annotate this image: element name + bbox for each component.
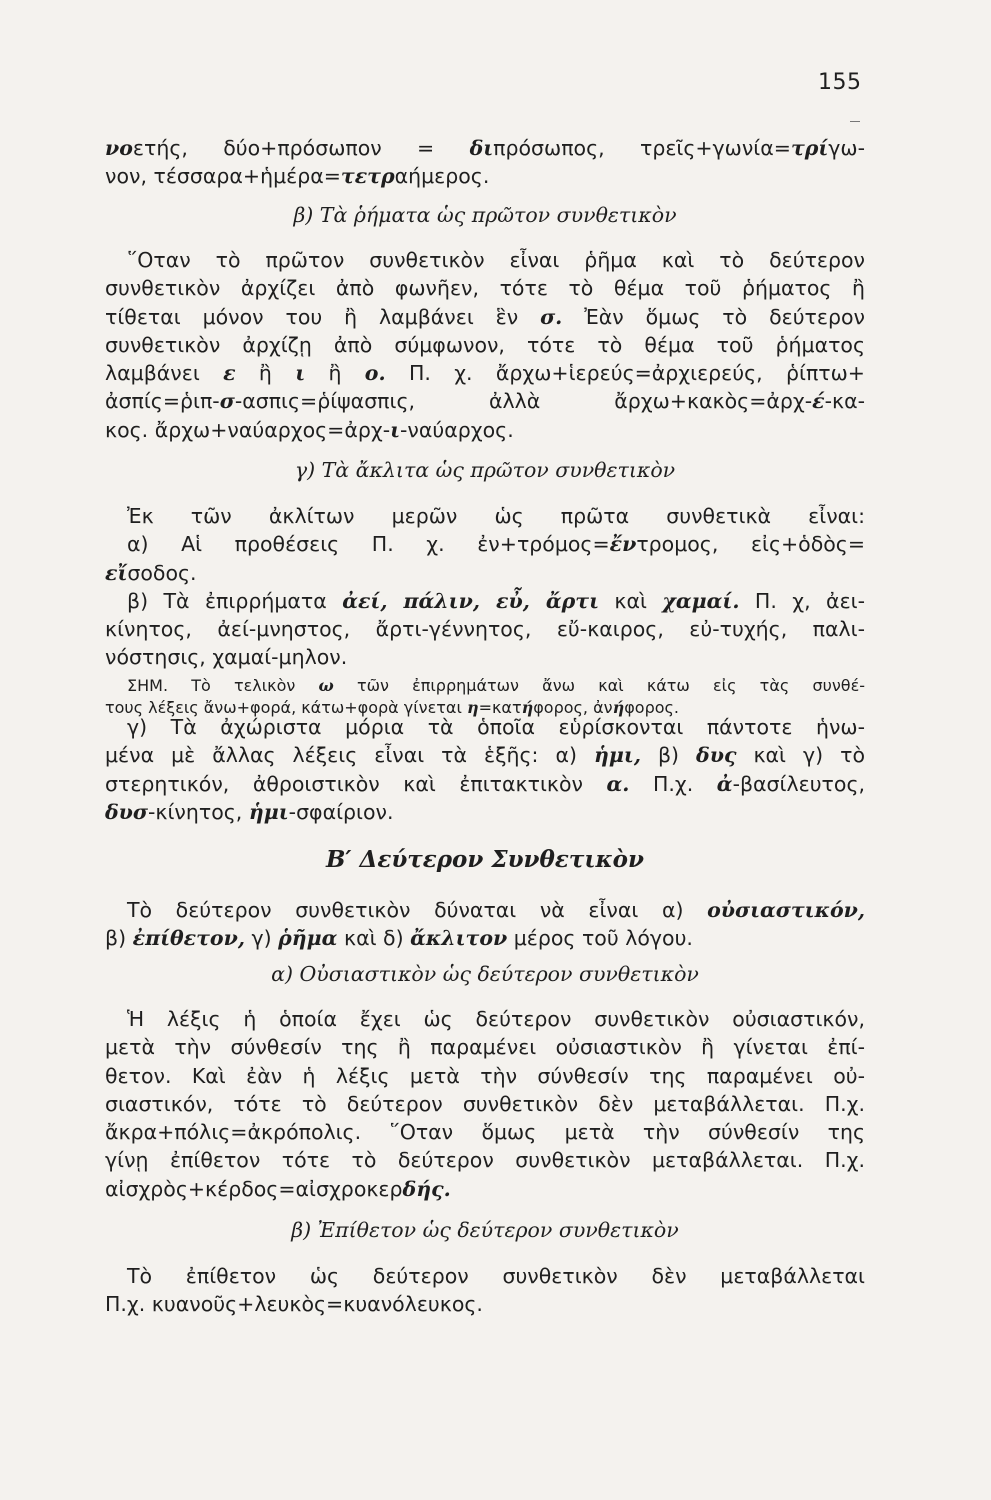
- text-segment: β): [640, 743, 697, 768]
- bold-italic-text: οὐσιαστικόν,: [707, 898, 865, 922]
- text-segment: κίνητος, ἀεί-μνηστος, ἄρτι-γέννητος, εὔ-καιρος, εὐ-τυχής, παλι-: [105, 617, 865, 642]
- bold-italic-text: εἴ: [105, 560, 128, 585]
- bold-italic-text: τρί: [790, 136, 829, 160]
- text-segment: -κίνητος,: [148, 799, 249, 824]
- text-line: [105, 1290, 865, 1318]
- paragraph-verbs: [105, 246, 865, 444]
- text-segment: -βασίλευτος,: [732, 771, 865, 796]
- bold-italic-text: ἐπίθετον,: [132, 926, 245, 951]
- bold-italic-text: χαμαί.: [662, 588, 740, 613]
- heading-noun-second: α) Οὐσιαστικὸν ὡς δεύτερον συνθετικὸν: [271, 962, 699, 986]
- bold-italic-text: δής.: [402, 1176, 451, 1201]
- text-segment: Τὸ δεύτερον συνθετικὸν δύναται νὰ εἶναι α): [127, 898, 708, 922]
- text-segment: σιαστικόν, τότε τὸ δεύτερον συνθετικὸν δὲν μεταβάλλεται. Π.χ.: [105, 1091, 865, 1116]
- bold-italic-text: νο: [105, 136, 133, 160]
- bold-italic-text: ι: [295, 361, 306, 386]
- text-line: [105, 530, 865, 558]
- text-segment: Ἡ λέξις ἡ ὁποία ἔχει ὡς δεύτερον συνθετικὸν οὐσιαστικόν,: [127, 1007, 865, 1031]
- paragraph-continued: [105, 134, 865, 191]
- text-line: [105, 924, 865, 952]
- text-line: [105, 502, 865, 530]
- heading-verbs-first: β) Τὰ ῥήματα ὡς πρῶτον συνθετικὸν: [293, 203, 677, 227]
- text-line: [105, 359, 865, 387]
- text-segment: τίθεται μόνον του ἢ λαμβάνει ἓν: [105, 304, 541, 329]
- text-segment: α) Αἱ προθέσεις Π. χ. ἐν+τρόμος=: [127, 532, 610, 557]
- text-segment: ἄκρα+πόλις=ἀκρόπολις. ῞Οταν ὅμως μετὰ τὴν σύνθεσίν της: [105, 1120, 865, 1145]
- text-line: [105, 713, 865, 741]
- text-segment: ΣΗΜ. Τὸ τελικὸν: [127, 676, 319, 695]
- text-segment: ἢ: [235, 361, 296, 386]
- text-line: [105, 587, 865, 615]
- text-segment: γ) Τὰ ἀχώριστα μόρια τὰ ὁποῖα εὑρίσκονται πάντοτε ἡνω-: [127, 715, 865, 739]
- text-segment: τρομος, εἰς+ὁδὸς=: [636, 532, 866, 557]
- text-segment: τῶν ἐπιρρημάτων ἄνω καὶ κάτω εἰς τὰς συνθέ-: [333, 676, 865, 695]
- bold-italic-text: ῥῆμα: [278, 926, 338, 951]
- bold-italic-text: ἔν: [609, 532, 637, 557]
- text-segment: γίνῃ ἐπίθετον τότε τὸ δεύτερον συνθετικὸν μεταβάλλεται. Π.χ.: [105, 1148, 865, 1173]
- bold-italic-text: ο.: [364, 361, 386, 386]
- text-line: [105, 770, 865, 798]
- heading-adjective-second: β) Ἐπίθετον ὡς δεύτερον συνθετικὸν: [291, 1218, 679, 1242]
- bold-italic-text: δυσ: [105, 799, 149, 824]
- text-line: [105, 643, 865, 671]
- text-segment: καὶ γ) τὸ: [736, 743, 865, 768]
- text-segment: φορος, ἀν: [533, 698, 613, 717]
- bold-italic-text: ἡμι,: [593, 743, 641, 768]
- text-line: [105, 274, 865, 302]
- text-segment: συνθετικὸν ἀρχίζῃ ἀπὸ σύμφωνον, τότε τὸ θέμα τοῦ ῥήματος: [105, 332, 865, 357]
- text-segment: νον, τέσσαρα+ἡμέρα=: [105, 164, 341, 189]
- text-line: [105, 387, 865, 415]
- text-segment: Ἐκ τῶν ἀκλίτων μερῶν ὡς πρῶτα συνθετικὰ εἶναι:: [127, 504, 865, 528]
- text-segment: Π.χ.: [629, 771, 717, 796]
- text-segment: β): [105, 926, 133, 951]
- page-number: 155: [818, 70, 862, 95]
- bold-italic-text: έ: [812, 389, 825, 414]
- text-segment: καὶ δ): [337, 926, 411, 951]
- text-segment: μέρος τοῦ λόγου.: [507, 926, 693, 951]
- text-line: [105, 1090, 865, 1118]
- text-segment: θετον. Καὶ ἐὰν ἡ λέξις μετὰ τὴν σύνθεσίν της παραμένει οὐ-: [105, 1063, 865, 1088]
- text-line: [105, 303, 865, 331]
- bold-italic-text: ή: [612, 698, 625, 717]
- bold-italic-text: δυς: [696, 743, 737, 768]
- text-segment: -σφαίριον.: [288, 799, 394, 824]
- text-line: [105, 1118, 865, 1146]
- text-segment: φορος.: [624, 698, 679, 717]
- text-segment: Π. χ. ἄρχω+ἱερεύς=ἀρχιερεύς, ῥίπτω+: [385, 361, 865, 386]
- bold-italic-text: σ: [219, 389, 235, 414]
- text-segment: στερητικόν, ἀθροιστικὸν καὶ ἐπιτακτικὸν: [105, 771, 607, 796]
- text-segment: αἰσχρὸς+κέρδος=αἰσχροκερ: [105, 1176, 403, 1201]
- paragraph-noun-second: [105, 1005, 865, 1203]
- text-segment: Τὸ ἐπίθετον ὡς δεύτερον συνθετικὸν δὲν μεταβάλλεται: [127, 1264, 865, 1288]
- paragraph-inseparable-particles: [105, 713, 865, 826]
- paragraph-adjective-second: [105, 1262, 865, 1319]
- text-line: [105, 1175, 865, 1203]
- text-segment: Π. χ, ἀει-: [739, 588, 865, 613]
- text-segment: συνθετικὸν ἀρχίζει ἀπὸ φωνῆεν, τότε τὸ θέμα τοῦ ῥήματος ἢ: [105, 276, 865, 301]
- text-line: [105, 615, 865, 643]
- text-segment: ετής, δύο+πρόσωπον =: [132, 136, 470, 160]
- text-line: [105, 1262, 865, 1290]
- text-segment: Π.χ. κυανοῦς+λευκὸς=κυανόλευκος.: [105, 1292, 483, 1317]
- bold-italic-text: ἡμι: [248, 799, 289, 824]
- text-line: [105, 416, 865, 444]
- text-line: [105, 741, 865, 769]
- text-segment: β) Τὰ ἐπιρρήματα: [127, 588, 343, 613]
- text-line: [105, 246, 865, 274]
- bold-italic-text: δι: [469, 136, 494, 160]
- heading-indeclinables-first: γ) Τὰ ἄκλιτα ὡς πρῶτον συνθετικὸν: [294, 458, 676, 482]
- bold-italic-text: ή: [521, 698, 534, 717]
- bold-italic-text: ἀεί, πάλιν, εὖ, ἄρτι: [342, 588, 599, 613]
- text-segment: ἀσπίς=ῥιπ-: [105, 389, 220, 414]
- text-line: [105, 559, 865, 587]
- bold-italic-text: ε: [223, 361, 236, 386]
- text-line: [105, 675, 865, 697]
- text-segment: γ): [244, 926, 279, 951]
- bold-italic-text: σ.: [540, 304, 563, 329]
- text-line: [105, 896, 865, 924]
- text-segment: μένα μὲ ἄλλας λέξεις εἶναι τὰ ἑξῆς: α): [105, 743, 594, 768]
- text-segment: γω-: [828, 136, 865, 160]
- paragraph-indeclinables: [105, 502, 865, 672]
- bold-italic-text: η: [466, 698, 479, 717]
- text-segment: κος. ἄρχω+ναύαρχος=ἀρχ-: [105, 417, 391, 442]
- margin-mark: [850, 121, 860, 122]
- bold-italic-text: ω: [318, 676, 334, 695]
- text-segment: τους λέξεις ἄνω+φορά, κάτω+φορὰ γίνεται: [105, 698, 467, 717]
- text-segment: νόστησις, χαμαί-μηλον.: [105, 645, 348, 670]
- text-segment: ῞Οταν τὸ πρῶτον συνθετικὸν εἶναι ῥῆμα καὶ τὸ δεύτερον: [127, 248, 865, 272]
- bold-italic-text: α.: [606, 771, 630, 796]
- text-segment: -ασπις=ῥίψασπις, ἀλλὰ ἄρχω+κακὸς=ἀρχ-: [234, 389, 813, 414]
- bold-italic-text: τετρ: [340, 164, 395, 189]
- text-line: [105, 1062, 865, 1090]
- text-segment: -ναύαρχος.: [400, 417, 514, 442]
- text-segment: λαμβάνει: [105, 361, 224, 386]
- text-segment: -κα-: [824, 389, 865, 414]
- heading-second-component: Β′ Δεύτερον Συνθετικὸν: [325, 846, 644, 873]
- bold-italic-text: ι: [390, 417, 401, 442]
- text-segment: πρόσωπος, τρεῖς+γωνία=: [493, 136, 791, 160]
- text-line: [105, 162, 865, 190]
- text-line: [105, 134, 865, 162]
- text-segment: αήμερος.: [394, 164, 490, 189]
- bold-italic-text: ἀ: [716, 771, 733, 796]
- text-segment: ἢ: [305, 361, 365, 386]
- text-line: [105, 798, 865, 826]
- text-segment: σοδος.: [127, 560, 197, 585]
- bold-italic-text: ἄκλιτον: [410, 926, 508, 951]
- text-segment: Ἐὰν ὅμως τὸ δεύτερον: [562, 304, 865, 329]
- text-segment: =κατ: [478, 698, 522, 717]
- text-segment: μετὰ τὴν σύνθεσίν της ἢ παραμένει οὐσιαστικὸν ἢ γίνεται ἐπί-: [105, 1035, 865, 1060]
- text-line: [105, 1146, 865, 1174]
- text-line: [105, 1005, 865, 1033]
- text-line: [105, 331, 865, 359]
- text-segment: καὶ: [599, 588, 663, 613]
- text-line: [105, 1033, 865, 1061]
- paragraph-second-component: [105, 896, 865, 953]
